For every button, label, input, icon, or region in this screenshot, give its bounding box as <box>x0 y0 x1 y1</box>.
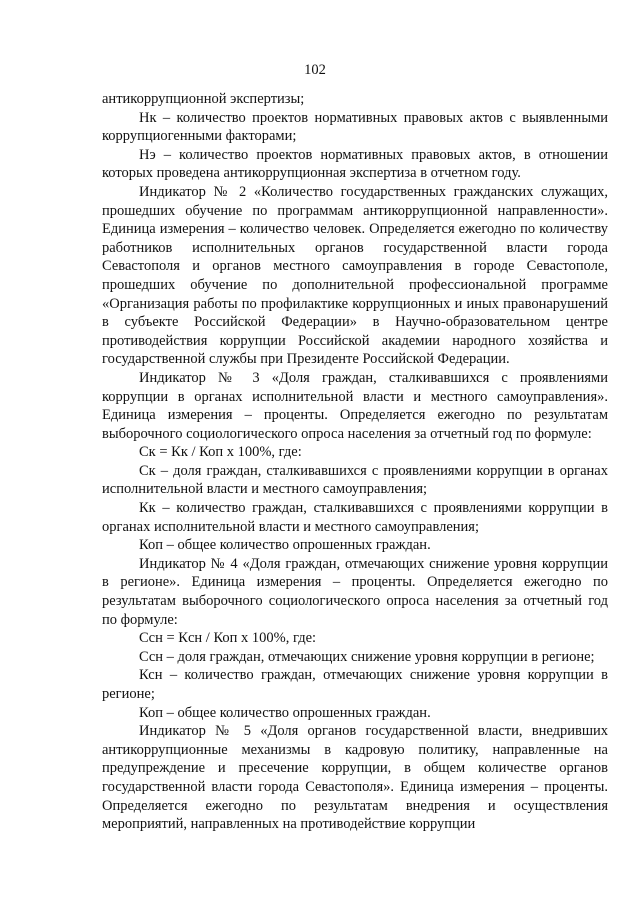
paragraph: Ксн – количество граждан, отмечающих снижение уровня коррупции в регионе; <box>102 667 608 702</box>
paragraph: Ссн – доля граждан, отмечающих снижение уровня коррупции в регионе; <box>139 648 595 665</box>
formula: Ск = Кк / Коп х 100%, где: <box>139 444 302 461</box>
page-number: 102 <box>304 62 326 78</box>
document-body <box>102 90 608 834</box>
paragraph: Нк – количество проектов нормативных правовых актов с выявленными коррупциогенными факторами; <box>102 109 608 145</box>
formula: Сcн = Кcн / Коп х 100%, где: <box>139 630 317 647</box>
paragraph: Коп – общее количество опрошенных граждан. <box>139 704 431 721</box>
paragraph: Коп – общее количество опрошенных граждан. <box>139 537 431 554</box>
paragraph: Индикатор № 2 «Количество государственных гражданских служащих, прошедших обучение по программам антикоррупционной направленности». Единица измерения – количество человек. Определяется ежегодно по количеству работников исполнительных органов государственной власти города Севастополя и органов местного самоуправления в городе Севастополе, прошедших обучение по дополнительной профессиональной программе «Организация работы по профилактике коррупционных и иных правонарушений в субъекте Российской Федерации» в Научно-образовательном центре противодействия коррупции Российской академии народного хозяйства и государственной службы при Президенте Российской Федерации. <box>102 183 608 368</box>
paragraph: Индикатор № 5 «Доля органов государственной власти, внедривших антикоррупционные механизмы в кадровую политику, направленные на предупреждение и пресечение коррупции, в общем количестве органов государственной власти города Севастополя». Единица измерения – проценты. Определяется ежегодно по результатам внедрения и осуществления мероприятий, направленных на противодействие коррупции <box>102 723 608 833</box>
paragraph: Ск – доля граждан, сталкивавшихся с проявлениями коррупции в органах исполнительной власти и местного самоуправления; <box>102 462 608 498</box>
paragraph: антикоррупционной экспертизы; <box>102 91 305 107</box>
paragraph: Нэ – количество проектов нормативных правовых актов, в отношении которых проведена антикоррупционная экспертиза в отчетном году. <box>102 146 608 182</box>
paragraph: Индикатор № 3 «Доля граждан, сталкивавшихся с проявлениями коррупции в органах исполнительной власти и местного самоуправления». Единица измерения – проценты. Определяется ежегодно по результатам выборочного социологического опроса населения за отчетный год по формуле: <box>102 369 608 442</box>
paragraph: Индикатор № 4 «Доля граждан, отмечающих снижение уровня коррупции в регионе». Единица измерения – проценты. Определяется ежегодно по результатам выборочного социологического опроса населения за отчетный год по формуле: <box>102 555 608 628</box>
paragraph: Кк – количество граждан, сталкивавшихся с проявлениями коррупции в органах исполнительной власти и местного самоуправления; <box>102 500 608 535</box>
